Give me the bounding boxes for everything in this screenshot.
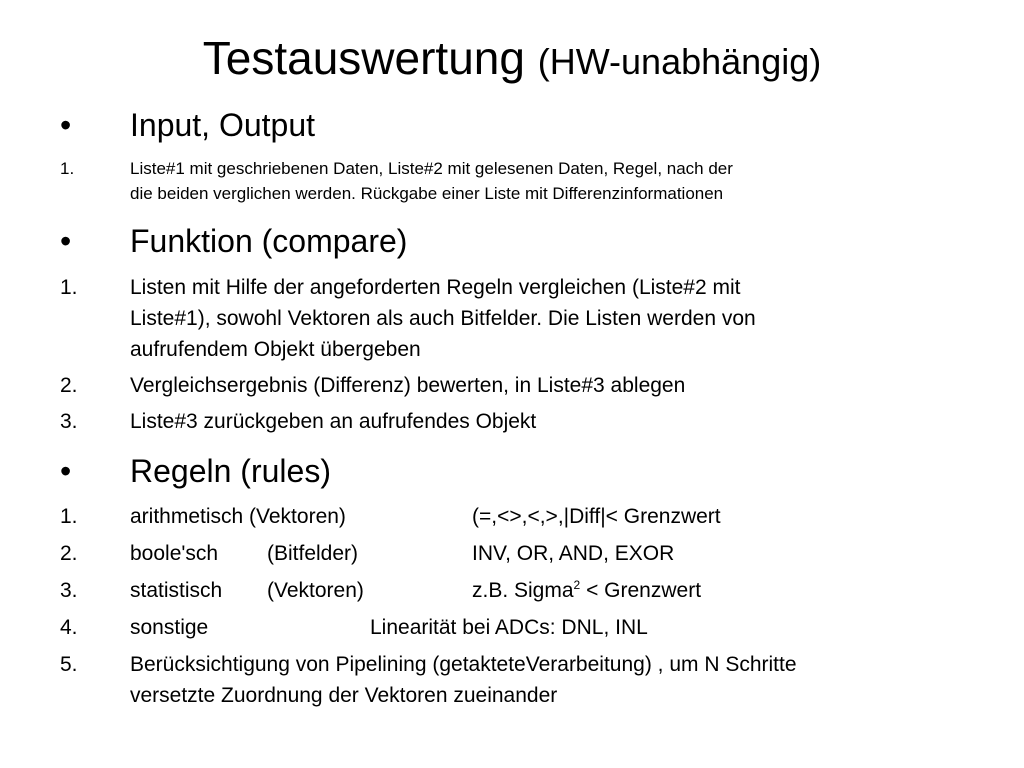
item-line: Berücksichtigung von Pipelining (getakteteVerarbeitung) , um N Schritte bbox=[130, 653, 797, 676]
heading-text: Funktion (compare) bbox=[130, 223, 408, 259]
item-text: Vergleichsergebnis (Differenz) bewerten, in Liste#3 ablegen bbox=[130, 374, 686, 397]
item-line: Liste#1), sowohl Vektoren als auch Bitfelder. Die Listen werden von bbox=[130, 307, 756, 330]
item-text: Liste#3 zurückgeben an aufrufendes Objekt bbox=[130, 410, 537, 433]
item-number: 5. bbox=[60, 653, 78, 676]
rule-detail: Linearität bei ADCs: DNL, INL bbox=[370, 616, 648, 639]
item-text bbox=[130, 649, 950, 711]
item-line: aufrufendem Objekt übergeben bbox=[130, 338, 421, 361]
item-number: 2. bbox=[60, 542, 78, 565]
item-number: 1. bbox=[60, 276, 78, 299]
rule-name: boole'sch bbox=[130, 542, 219, 565]
rule-detail: (=,<>,<,>,|Diff|< Grenzwert bbox=[472, 505, 721, 528]
rule-detail bbox=[472, 575, 701, 606]
item-number: 3. bbox=[60, 579, 78, 602]
item-number: 3. bbox=[60, 410, 78, 433]
item-line: Listen mit Hilfe der angeforderten Regeln vergleichen (Liste#2 mit bbox=[130, 276, 741, 299]
item-text bbox=[130, 156, 950, 206]
item-line: versetzte Zuordnung der Vektoren zueinander bbox=[130, 684, 558, 707]
item-line: Liste#1 mit geschriebenen Daten, Liste#2 mit gelesenen Daten, Regel, nach der bbox=[130, 159, 733, 178]
slide-title bbox=[0, 30, 1024, 90]
title-sub: (HW-unabhängig) bbox=[537, 41, 822, 82]
item-number: 1. bbox=[60, 505, 78, 528]
item-number: 2. bbox=[60, 374, 78, 397]
rule-detail: INV, OR, AND, EXOR bbox=[472, 542, 675, 565]
item-line: die beiden verglichen werden. Rückgabe einer Liste mit Differenzinformationen bbox=[130, 184, 724, 203]
rule-type: (Bitfelder) bbox=[267, 542, 359, 565]
item-number: 4. bbox=[60, 616, 78, 639]
rule-name: sonstige bbox=[130, 616, 209, 639]
heading-text: Regeln (rules) bbox=[130, 453, 331, 489]
bullet-mark: • bbox=[60, 223, 72, 259]
rule-detail-post: < Grenzwert bbox=[580, 579, 702, 602]
bullet-mark: • bbox=[60, 453, 72, 489]
heading-text: Input, Output bbox=[130, 107, 316, 143]
bullet-mark: • bbox=[60, 107, 72, 143]
item-number: 1. bbox=[60, 159, 75, 178]
rule-name: statistisch bbox=[130, 579, 223, 602]
item-text bbox=[130, 272, 950, 365]
rule-detail-sup: 2 bbox=[573, 578, 581, 592]
rule-name: arithmetisch (Vektoren) bbox=[130, 505, 346, 528]
rule-detail-pre: z.B. Sigma bbox=[472, 579, 574, 602]
rule-type: (Vektoren) bbox=[267, 579, 364, 602]
title-main: Testauswertung bbox=[202, 32, 525, 84]
